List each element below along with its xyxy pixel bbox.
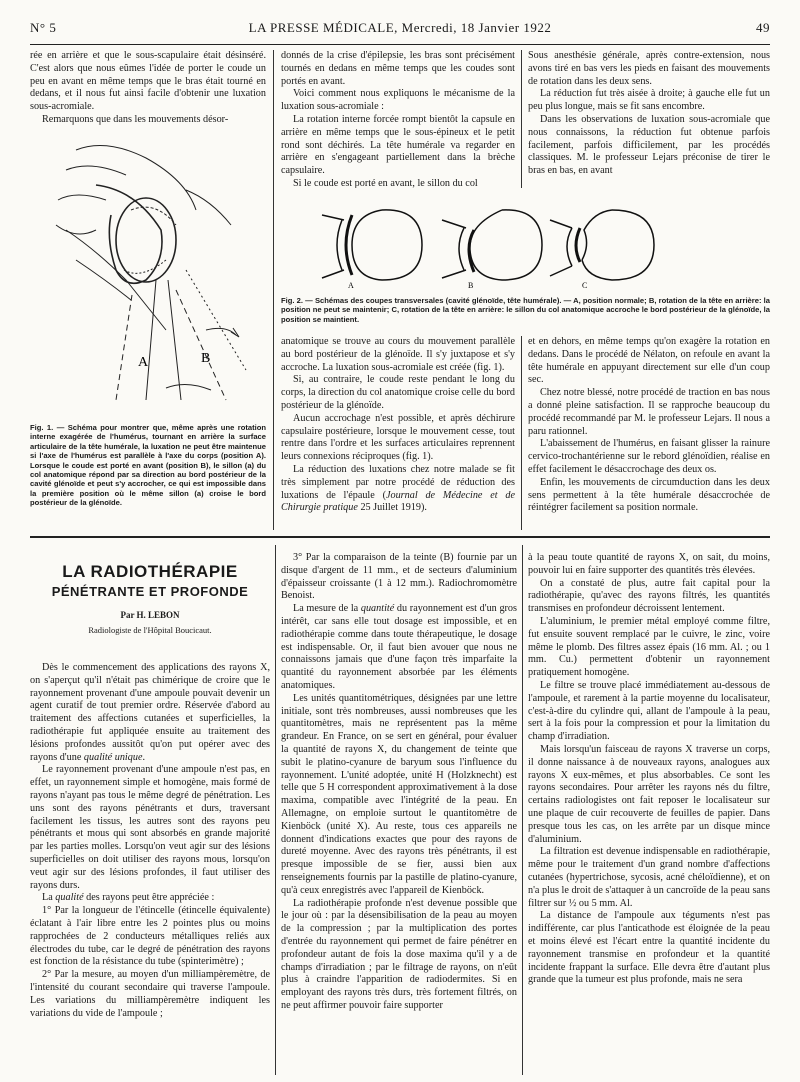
paragraph: Enfin, les mouvements de circumduction dans les deux sens permettent à la tête humérale désaccrochée de réintégrer facilement sa position normale. [528, 476, 770, 514]
paragraph: Sous anesthésie générale, après contre-extension, nous avons tiré en bas vers les pieds en faisant des mouvements de rotation dans les deux sens. [528, 50, 770, 87]
paragraph: La réduction fut très aisée à droite; à gauche elle fut un peu plus longue, mais se fit sans encombre. [528, 88, 770, 113]
paragraph: donnés de la crise d'épilepsie, les bras sont précisément tournés en dedans en même temps que les coudes sont portés en avant. [281, 50, 515, 87]
paragraph: Si le coude est porté en avant, le sillon du col [293, 177, 478, 188]
article-byline: Par H. LEBON [120, 610, 180, 620]
paragraph: 1° Par la longueur de l'étincelle (étincelle équivalente) éclatant à l'air libre entre les 2 pointes plus ou moins rapprochées de 2 conducteurs métalliques reliés aux électrodes du tube, car le degré de pénétration des rayons est fonction de la résistance du tube (spinterimètre) ; [30, 905, 270, 968]
article-col2 [281, 552, 517, 1072]
paragraph: La distance de l'ampoule aux téguments n'est pas indifférente, car plus l'anticathode est éloignée de la peau et moins élevé est l'écart entre la quantité incidente du rayonnement transmise en profondeur et la quantité incidente frappant la surface. Elle devra être d'autant plus grande que la tumeur est plus profonde, mais ne sera [528, 910, 770, 986]
paragraph: anatomique se trouve au cours du mouvement parallèle au bord postérieur de la glénoïde. Il s'y juxtapose et s'y accroche. La luxation sous-acromiale est créée (fig. 1). [281, 336, 515, 373]
paragraph: Les unités quantitométriques, désignées par une lettre initiale, sont très nombreuses, aussi nombreuses que les quantitomètres, mais ne représentent pas la même grandeur. En France, on se sert en général, pour évaluer la quantité de rayons X, du changement de teinte que subit le platino-cyanure de baryum sous l'influence du rayonnement. L'unité adoptée, unité H (Holzknecht) est telle que 5 H correspondent approximativement à la dose maxima, compatible avec l'intégrité de la peau. En Allemagne, on emploie surtout le quantitomètre de Kienböck (unité X). Au reste, tous ces appareils ne donnent d'indications exactes que pour des rayons de dureté moyenne. Avec des rayons très pénétrants, il est presque impossible de se fier, aussi bien aux renseignements fournis par la pastille de platino-cyanure, qu'à ceux enregistrés avec l'appareil de Kienböck. [281, 692, 517, 896]
figure-1 [36, 130, 262, 410]
article-affiliation: Radiologiste de l'Hôpital Boucicaut. [88, 625, 212, 635]
shoulder-diagram [36, 130, 262, 410]
paragraph: et en dehors, en même temps qu'on exagère la rotation en dedans. Dans le procédé de Nélaton, on refoule en avant la tête humérale en appuyant directement sur elle d'un coup sec. [528, 336, 770, 386]
paragraph: L'aluminium, le premier métal employé comme filtre, fut ensuite souvent remplacé par le cuivre, le zinc, voire même le plomb. Des filtres assez épais (16 mm. Al. ; ou 1 mm. Cu.) permettent d'obtenir un rayonnement pratiquement homogène. [528, 615, 770, 679]
paragraph: rée en arrière et que le sous-scapulaire était désinséré. C'est alors que nous eûmes l'idée de porter le coude un peu en avant en même temps que le bras était tourné en dedans, et il nous fut ainsi facile d'obtenir une luxation sous-acromiale. [30, 50, 266, 113]
glenoid-cross-sections [282, 190, 770, 290]
paragraph: Dans les observations de luxation sous-acromiale que nous connaissons, la réduction fut obtenue parfois facilement, parfois difficilement, par les procédés classiques. M. le professeur Lejars préconise de tirer le bras en bas, en avant [528, 113, 770, 177]
top-col2-text [281, 50, 515, 188]
paragraph: à la peau toute quantité de rayons X, on sait, du moins, pouvoir lui en faire supporter des quantités très élevées. [528, 552, 770, 576]
paragraph: Le rayonnement provenant d'une ampoule n'est pas, en effet, un rayonnement simple et homogène, mais formé de rayons n'ayant pas tous le même degré de pénétration. Les uns sont des rayons pénétrants et durs, traversant facilement les tissus, les autres sont des rayons peu pénétrants et mous qui sont absorbés en grande majorité par les parties molles. Lorsqu'on veut agir sur des lésions superficielles on doit utiliser des rayons mous, lorsqu'on veut agir sur des lésions profondes, il faut utiliser des rayons durs. [30, 764, 270, 891]
paragraph: La mesure de la quantité du rayonnement est d'un gros intérêt, car sans elle tout dosage est impossible, et en radiothérapie comme dans toute thérapeutique, le dosage est indispensable. Or, il faut bien avouer que nous ne connaissons jamais que d'une façon très imparfaite la quantité du rayonnement absorbée par les éléments anatomiques. [281, 603, 517, 691]
paragraph: Chez notre blessé, notre procédé de traction en bas nous a donné pleine satisfaction. Il se rapproche beaucoup du procédé recommandé par M. le professeur Lejars. Il nous a paru rationnel. [528, 387, 770, 437]
paragraph: Le filtre se trouve placé immédiatement au-dessous de l'ampoule, et rarement à la partie moyenne du localisateur, c'est-à-dire du cylindre qui, allant de l'ampoule à la peau, sert à la fois pour la compression et pour la limitation du champ d'irradiation. [528, 679, 770, 743]
fig1-label-a: A [138, 355, 149, 370]
paragraph: Dès le commencement des applications des rayons X, on s'aperçut qu'il n'était pas chimérique de croire que le rayonnement provenant d'une ampoule pouvait devenir un agent curatif de tout premier ordre. Réservée d'abord au traitement des affections cutanées et superficielles, la radiothérapie fut appliquée ensuite au traitement des lésions profondes aussitôt qu'on put opérer avec des rayons d'une qualité unique. [30, 662, 270, 763]
column-divider [521, 50, 522, 188]
issue-number: N° 5 [30, 20, 57, 35]
column-divider [275, 545, 276, 1075]
header-rule [30, 44, 770, 45]
article-col1 [30, 662, 270, 1072]
paragraph: 2° Par la mesure, au moyen d'un milliampèremètre, de l'intensité du courant secondaire qui traverse l'ampoule. Les variations du milliampèremètre indiquent les variations du vide de l'ampoule ; [30, 969, 270, 1019]
paragraph: La qualité des rayons peut être appréciée : [42, 892, 215, 904]
running-header [30, 20, 770, 42]
paragraph: On a constaté de plus, autre fait capital pour la radiothérapie, qu'avec des rayons filtrés, les quantités transmises en profondeur décroissent lentement. [528, 577, 770, 615]
page-number: 49 [756, 20, 770, 35]
paragraph: Remarquons que dans les mouvements désor- [42, 113, 229, 125]
top-col3b-text [528, 336, 770, 528]
paragraph: La radiothérapie profonde n'est devenue possible que le jour où : par la désensibilisation de la peau au moyen de la compression ; par la multiplication des portes d'entrée du rayonnement qui permet de faire pénétrer en profondeur autant de fois la dose maxima qu'il y a de champs d'irradiation ; par le filtrage de rayons, on n'eût plus à craindre l'apparition de radiodermites. Si en employant des rayons très durs, très fortement filtrés, on ne peut affirmer pouvoir faire supporter [281, 897, 517, 1011]
top-col1-text [30, 50, 266, 130]
paragraph: Aucun accrochage n'est possible, et après déchirure capsulaire postérieure, lorsque le mouvement cesse, tout rentre dans l'ordre et les surfaces articulaires reprennent leurs connexions réciproques (fig. 1). [281, 412, 515, 463]
top-col2b-text [281, 336, 515, 528]
column-divider [522, 545, 523, 1075]
fig2-label-a: A [348, 281, 354, 290]
fig2-caption: Fig. 2. — Schémas des coupes transversales (cavité glénoïde, tête humérale). — A, position normale; B, rotation de la tête en arrière: la position ne peut se maintenir; C, rotation de la tête en arrière: le sillon du col anatomique accroche le bord postérieur de la glénoïde, la position se maintient. [281, 296, 770, 324]
column-divider [521, 336, 522, 530]
paragraph: La filtration est devenue indispensable en radiothérapie, même pour le traitement d'un grand nombre d'affections cutanées (hypertrichose, sycosis, acné chéloïdienne), et on n'a plus le droit de s'attaquer à un cancroïde de la peau sans filtrer sur ½ ou 5 mm. Al. [528, 846, 770, 909]
fig1-label-b: B [201, 351, 211, 366]
paragraph: La réduction des luxations chez notre malade se fit très simplement par notre procédé de réduction des luxations de l'épaule (Journal de Médecine et de Chirurgie pratique 25 Juillet 1919). [281, 463, 515, 514]
paragraph: L'abaissement de l'humérus, en faisant glisser la rainure cervico-trochantérienne sur le rebord glénoïdien, réalise en effet facilement le désaccrochage des deux os. [528, 438, 770, 475]
fig1-caption: Fig. 1. — Schéma pour montrer que, même après une rotation interne exagérée de l'humérus, tournant en arrière la surface articulaire de la tête humérale, la luxation ne peut être maintenue si l'axe de l'humérus est parallèle à l'axe du corps (position A). Lorsque le coude est porté en avant (position B), le sillon (a) du col anatomique répond par sa direction au bord postérieur de la cavité glénoïde et peut s'y accrocher, ce qui est impossible dans la première position où le même sillon (a) croise le bord postérieur de la glénoïde. [30, 423, 266, 508]
article-col3 [528, 552, 770, 1072]
column-divider [273, 50, 274, 530]
fig2-label-c: C [582, 281, 588, 290]
journal-reference: Journal de Médecine et de Chirurgie pratique [281, 489, 515, 514]
fig2-label-b: B [468, 281, 474, 290]
paragraph: Si, au contraire, le coude reste pendant le long du corps, la direction du col anatomique croise celle du bord postérieur de la glénoïde. [281, 374, 515, 411]
paragraph: Voici comment nous expliquons le mécanisme de la luxation sous-acromiale : [281, 88, 515, 113]
top-col3-text [528, 50, 770, 188]
paragraph: 3° Par la comparaison de la teinte (B) fournie par un disque d'argent de 11 mm., et de secteurs d'aluminium d'épaisseur croissante (1 à 12 mm.). Radiochromomètre Benoist. [281, 552, 517, 602]
paragraph: La rotation interne forcée rompt bientôt la capsule en arrière en même temps que le sous-épineux et le petit rond sont déchirés. La tête humérale va regarder en arrière en s'engageant partiellement dans la brèche capsulaire. [281, 113, 515, 177]
journal-title: LA PRESSE MÉDICALE, Mercredi, 18 Janvier 1922 [248, 20, 552, 35]
section-rule [30, 536, 770, 538]
article-title-line1: LA RADIOTHÉRAPIE [62, 562, 238, 581]
article-title-line2: PÉNÉTRANTE ET PROFONDE [51, 584, 249, 599]
paragraph: Mais lorsqu'un faisceau de rayons X traverse un corps, il donne naissance à de nouveaux rayons, analogues aux rayons X eux-mêmes, et plus absorbables. Ce sont les rayons secondaires. Pour arrêter les rayons nés du filtre, certains radiologistes ont fait reposer le localisateur sur une plaque de cuir recouverte de feuilles de papier. Dans presque tous les cas, on les arrête par un disque mince d'aluminium. [528, 743, 770, 845]
figure-2 [282, 190, 770, 290]
